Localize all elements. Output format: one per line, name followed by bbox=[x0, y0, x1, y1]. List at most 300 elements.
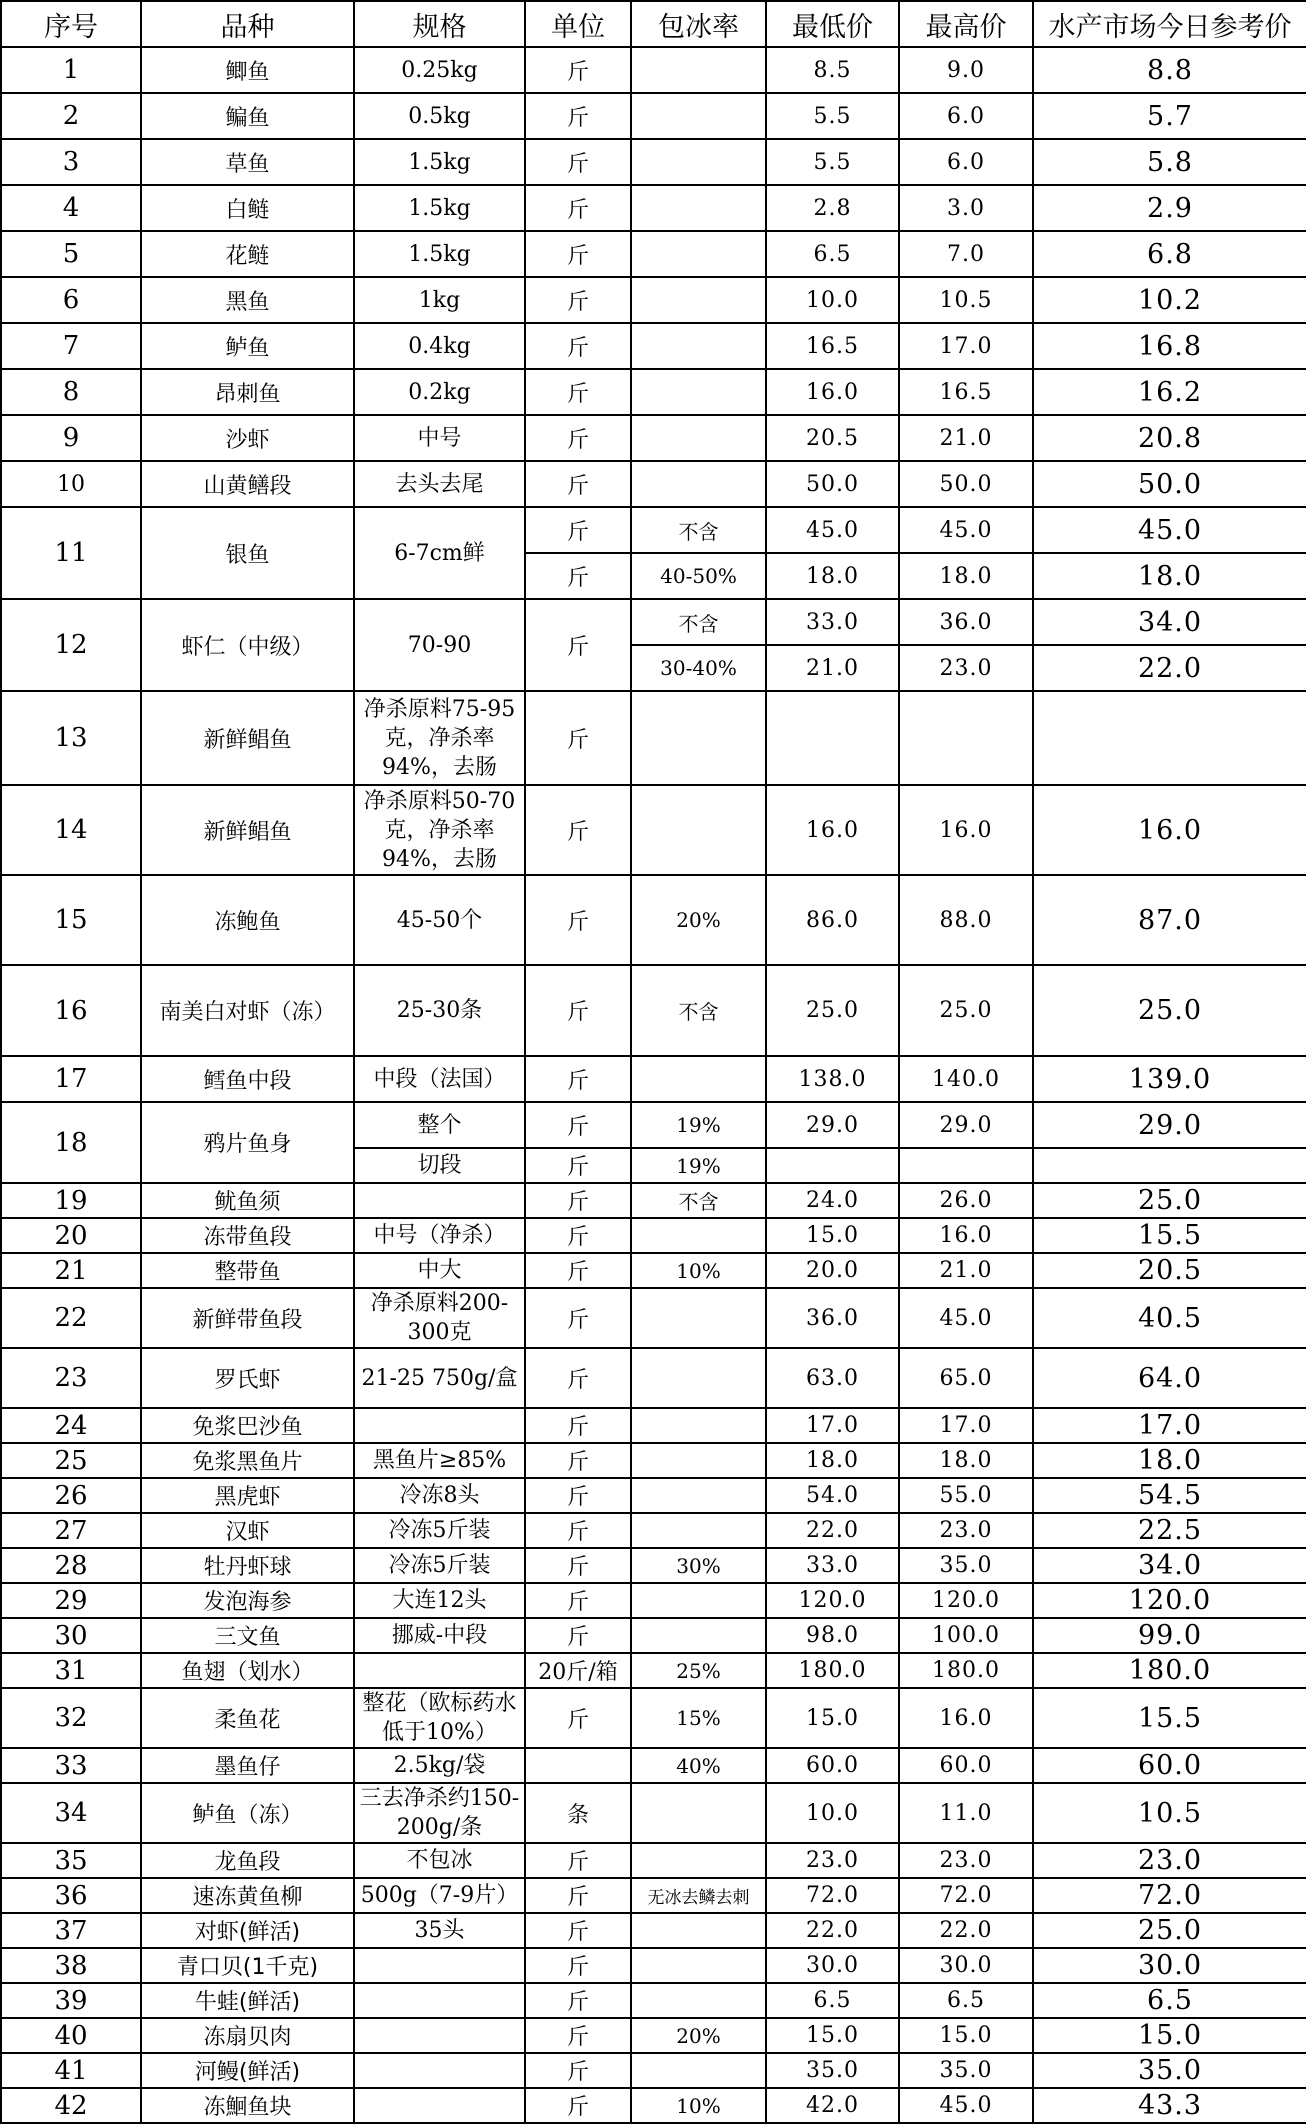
cell-ice-rate: 15% bbox=[631, 1688, 766, 1748]
table-row bbox=[1, 965, 1306, 1056]
cell-no: 34 bbox=[1, 1783, 141, 1843]
cell-high-price: 18.0 bbox=[899, 553, 1033, 599]
cell-ice-rate: 不含 bbox=[631, 507, 766, 553]
cell-name: 汉虾 bbox=[141, 1513, 354, 1548]
cell-ref-price: 99.0 bbox=[1033, 1618, 1306, 1653]
cell-spec bbox=[354, 1408, 525, 1443]
cell-ice-rate bbox=[631, 1348, 766, 1408]
cell-ice-rate: 不含 bbox=[631, 965, 766, 1056]
cell-spec: 不包冰 bbox=[354, 1843, 525, 1878]
table-row bbox=[1, 231, 1306, 277]
cell-ref-price: 45.0 bbox=[1033, 507, 1306, 553]
cell-ref-price: 25.0 bbox=[1033, 965, 1306, 1056]
cell-high-price: 45.0 bbox=[899, 507, 1033, 553]
cell-unit: 斤 bbox=[525, 1183, 631, 1218]
cell-name: 虾仁（中级） bbox=[141, 599, 354, 691]
cell-high-price: 36.0 bbox=[899, 599, 1033, 645]
cell-spec bbox=[354, 1183, 525, 1218]
cell-low-price bbox=[766, 691, 899, 785]
cell-ref-price: 18.0 bbox=[1033, 1443, 1306, 1478]
table-row bbox=[1, 369, 1306, 415]
cell-low-price: 29.0 bbox=[766, 1102, 899, 1148]
cell-spec: 21-25 750g/盒 bbox=[354, 1348, 525, 1408]
cell-high-price: 17.0 bbox=[899, 323, 1033, 369]
cell-spec: 1kg bbox=[354, 277, 525, 323]
cell-no: 25 bbox=[1, 1443, 141, 1478]
cell-ref-price: 54.5 bbox=[1033, 1478, 1306, 1513]
cell-high-price: 35.0 bbox=[899, 2053, 1033, 2088]
table-row bbox=[1, 1408, 1306, 1443]
cell-high-price: 10.5 bbox=[899, 277, 1033, 323]
table-row bbox=[1, 1878, 1306, 1913]
cell-high-price: 55.0 bbox=[899, 1478, 1033, 1513]
cell-ref-price: 60.0 bbox=[1033, 1748, 1306, 1783]
cell-low-price: 35.0 bbox=[766, 2053, 899, 2088]
cell-name: 南美白对虾（冻） bbox=[141, 965, 354, 1056]
cell-ref-price: 16.8 bbox=[1033, 323, 1306, 369]
header-ice-rate: 包冰率 bbox=[631, 1, 766, 47]
cell-low-price: 180.0 bbox=[766, 1653, 899, 1688]
cell-name: 昂刺鱼 bbox=[141, 369, 354, 415]
cell-high-price: 180.0 bbox=[899, 1653, 1033, 1688]
cell-unit bbox=[525, 1748, 631, 1783]
cell-name: 免浆黑鱼片 bbox=[141, 1443, 354, 1478]
cell-high-price: 16.0 bbox=[899, 785, 1033, 875]
cell-name: 鲫鱼 bbox=[141, 47, 354, 93]
cell-high-price: 3.0 bbox=[899, 185, 1033, 231]
cell-high-price: 26.0 bbox=[899, 1183, 1033, 1218]
cell-ref-price: 6.5 bbox=[1033, 1983, 1306, 2018]
cell-high-price: 60.0 bbox=[899, 1748, 1033, 1783]
cell-ref-price: 15.0 bbox=[1033, 2018, 1306, 2053]
cell-spec: 切段 bbox=[354, 1148, 525, 1183]
cell-ref-price: 72.0 bbox=[1033, 1878, 1306, 1913]
cell-no: 28 bbox=[1, 1548, 141, 1583]
cell-ref-price: 15.5 bbox=[1033, 1218, 1306, 1253]
cell-ref-price: 20.5 bbox=[1033, 1253, 1306, 1288]
cell-spec: 1.5kg bbox=[354, 139, 525, 185]
cell-ref-price: 5.8 bbox=[1033, 139, 1306, 185]
cell-spec: 中段（法国） bbox=[354, 1056, 525, 1102]
cell-name: 草鱼 bbox=[141, 139, 354, 185]
cell-ice-rate: 10% bbox=[631, 1253, 766, 1288]
cell-ice-rate bbox=[631, 323, 766, 369]
cell-high-price: 25.0 bbox=[899, 965, 1033, 1056]
cell-high-price: 22.0 bbox=[899, 1913, 1033, 1948]
cell-no: 22 bbox=[1, 1288, 141, 1348]
table-row bbox=[1, 323, 1306, 369]
cell-ref-price: 23.0 bbox=[1033, 1843, 1306, 1878]
cell-high-price: 6.5 bbox=[899, 1983, 1033, 2018]
cell-low-price: 60.0 bbox=[766, 1748, 899, 1783]
cell-name: 河鳗(鲜活) bbox=[141, 2053, 354, 2088]
cell-ice-rate bbox=[631, 1443, 766, 1478]
cell-no: 4 bbox=[1, 185, 141, 231]
cell-high-price: 11.0 bbox=[899, 1783, 1033, 1843]
cell-high-price: 16.0 bbox=[899, 1688, 1033, 1748]
cell-low-price: 18.0 bbox=[766, 1443, 899, 1478]
cell-unit: 斤 bbox=[525, 1583, 631, 1618]
cell-ice-rate bbox=[631, 1583, 766, 1618]
cell-unit: 斤 bbox=[525, 461, 631, 507]
cell-no: 31 bbox=[1, 1653, 141, 1688]
cell-low-price: 30.0 bbox=[766, 1948, 899, 1983]
table-row bbox=[1, 1653, 1306, 1688]
cell-no: 6 bbox=[1, 277, 141, 323]
cell-no: 42 bbox=[1, 2088, 141, 2123]
cell-name: 冻带鱼段 bbox=[141, 1218, 354, 1253]
table-row bbox=[1, 1948, 1306, 1983]
cell-spec: 500g（7-9片） bbox=[354, 1878, 525, 1913]
cell-spec: 中大 bbox=[354, 1253, 525, 1288]
table-row bbox=[1, 1478, 1306, 1513]
table-row bbox=[1, 277, 1306, 323]
cell-high-price: 23.0 bbox=[899, 1513, 1033, 1548]
cell-unit: 斤 bbox=[525, 1843, 631, 1878]
cell-ref-price: 180.0 bbox=[1033, 1653, 1306, 1688]
cell-high-price: 23.0 bbox=[899, 1843, 1033, 1878]
cell-ice-rate bbox=[631, 231, 766, 277]
cell-unit: 斤 bbox=[525, 599, 631, 691]
cell-spec bbox=[354, 2088, 525, 2123]
table-row bbox=[1, 1843, 1306, 1878]
cell-unit: 斤 bbox=[525, 1443, 631, 1478]
cell-high-price: 6.0 bbox=[899, 139, 1033, 185]
cell-spec: 2.5kg/袋 bbox=[354, 1748, 525, 1783]
cell-name: 鲈鱼（冻） bbox=[141, 1783, 354, 1843]
cell-low-price: 50.0 bbox=[766, 461, 899, 507]
cell-high-price: 50.0 bbox=[899, 461, 1033, 507]
cell-ref-price: 50.0 bbox=[1033, 461, 1306, 507]
cell-unit: 条 bbox=[525, 1783, 631, 1843]
cell-no: 12 bbox=[1, 599, 141, 691]
cell-spec: 三去净杀约150-200g/条 bbox=[354, 1783, 525, 1843]
cell-ice-rate bbox=[631, 785, 766, 875]
cell-ice-rate: 无冰去鳞去刺 bbox=[631, 1878, 766, 1913]
cell-unit: 斤 bbox=[525, 93, 631, 139]
cell-spec: 1.5kg bbox=[354, 231, 525, 277]
cell-high-price: 45.0 bbox=[899, 1288, 1033, 1348]
cell-no: 5 bbox=[1, 231, 141, 277]
cell-low-price: 10.0 bbox=[766, 1783, 899, 1843]
cell-spec: 净杀原料50-70克，净杀率94%，去肠 bbox=[354, 785, 525, 875]
cell-no: 41 bbox=[1, 2053, 141, 2088]
cell-ref-price: 34.0 bbox=[1033, 1548, 1306, 1583]
cell-no: 33 bbox=[1, 1748, 141, 1783]
cell-ref-price: 5.7 bbox=[1033, 93, 1306, 139]
cell-low-price: 20.0 bbox=[766, 1253, 899, 1288]
cell-spec: 中号 bbox=[354, 415, 525, 461]
cell-ref-price: 87.0 bbox=[1033, 875, 1306, 965]
cell-ref-price: 139.0 bbox=[1033, 1056, 1306, 1102]
cell-spec: 35头 bbox=[354, 1913, 525, 1948]
cell-ice-rate bbox=[631, 47, 766, 93]
cell-name: 发泡海参 bbox=[141, 1583, 354, 1618]
cell-unit: 斤 bbox=[525, 1948, 631, 1983]
cell-ref-price: 16.2 bbox=[1033, 369, 1306, 415]
cell-low-price: 33.0 bbox=[766, 1548, 899, 1583]
header-low-price: 最低价 bbox=[766, 1, 899, 47]
cell-ice-rate bbox=[631, 369, 766, 415]
cell-spec bbox=[354, 2018, 525, 2053]
cell-low-price: 21.0 bbox=[766, 645, 899, 691]
cell-spec bbox=[354, 2053, 525, 2088]
header-high-price: 最高价 bbox=[899, 1, 1033, 47]
cell-low-price: 5.5 bbox=[766, 93, 899, 139]
header-no: 序号 bbox=[1, 1, 141, 47]
cell-no: 40 bbox=[1, 2018, 141, 2053]
cell-unit: 斤 bbox=[525, 277, 631, 323]
cell-spec: 整花（欧标药水低于10%） bbox=[354, 1688, 525, 1748]
cell-no: 24 bbox=[1, 1408, 141, 1443]
cell-unit: 斤 bbox=[525, 1688, 631, 1748]
cell-ice-rate bbox=[631, 1056, 766, 1102]
cell-no: 9 bbox=[1, 415, 141, 461]
cell-spec: 0.2kg bbox=[354, 369, 525, 415]
cell-ice-rate bbox=[631, 691, 766, 785]
cell-no: 29 bbox=[1, 1583, 141, 1618]
cell-no: 26 bbox=[1, 1478, 141, 1513]
cell-low-price: 5.5 bbox=[766, 139, 899, 185]
cell-ice-rate bbox=[631, 1408, 766, 1443]
cell-ref-price: 22.0 bbox=[1033, 645, 1306, 691]
cell-low-price: 18.0 bbox=[766, 553, 899, 599]
cell-ice-rate bbox=[631, 461, 766, 507]
table-row bbox=[1, 1056, 1306, 1102]
cell-name: 三文鱼 bbox=[141, 1618, 354, 1653]
cell-ice-rate bbox=[631, 415, 766, 461]
cell-high-price: 16.5 bbox=[899, 369, 1033, 415]
cell-no: 11 bbox=[1, 507, 141, 599]
cell-ice-rate: 30% bbox=[631, 1548, 766, 1583]
cell-ref-price: 2.9 bbox=[1033, 185, 1306, 231]
table-row bbox=[1, 1748, 1306, 1783]
cell-no: 36 bbox=[1, 1878, 141, 1913]
cell-low-price: 17.0 bbox=[766, 1408, 899, 1443]
cell-low-price bbox=[766, 1148, 899, 1183]
cell-ice-rate: 25% bbox=[631, 1653, 766, 1688]
cell-low-price: 16.0 bbox=[766, 785, 899, 875]
cell-name: 白鲢 bbox=[141, 185, 354, 231]
table-row bbox=[1, 1688, 1306, 1748]
cell-no: 27 bbox=[1, 1513, 141, 1548]
cell-high-price: 100.0 bbox=[899, 1618, 1033, 1653]
table-row bbox=[1, 2053, 1306, 2088]
cell-no: 37 bbox=[1, 1913, 141, 1948]
cell-name: 山黄鳝段 bbox=[141, 461, 354, 507]
cell-unit: 斤 bbox=[525, 1288, 631, 1348]
cell-ice-rate: 20% bbox=[631, 2018, 766, 2053]
cell-low-price: 54.0 bbox=[766, 1478, 899, 1513]
cell-ice-rate bbox=[631, 1783, 766, 1843]
cell-name: 冻鮰鱼块 bbox=[141, 2088, 354, 2123]
cell-unit: 斤 bbox=[525, 507, 631, 553]
cell-ref-price: 30.0 bbox=[1033, 1948, 1306, 1983]
table-row bbox=[1, 1443, 1306, 1478]
cell-spec: 去头去尾 bbox=[354, 461, 525, 507]
cell-no: 17 bbox=[1, 1056, 141, 1102]
cell-no: 13 bbox=[1, 691, 141, 785]
cell-no: 1 bbox=[1, 47, 141, 93]
cell-ref-price: 10.2 bbox=[1033, 277, 1306, 323]
cell-unit: 斤 bbox=[525, 691, 631, 785]
cell-spec: 中号（净杀） bbox=[354, 1218, 525, 1253]
cell-spec: 整个 bbox=[354, 1102, 525, 1148]
cell-name: 冻扇贝肉 bbox=[141, 2018, 354, 2053]
cell-name: 黑虎虾 bbox=[141, 1478, 354, 1513]
cell-name: 牛蛙(鲜活) bbox=[141, 1983, 354, 2018]
cell-unit: 斤 bbox=[525, 47, 631, 93]
cell-spec: 大连12头 bbox=[354, 1583, 525, 1618]
cell-low-price: 72.0 bbox=[766, 1878, 899, 1913]
cell-low-price: 63.0 bbox=[766, 1348, 899, 1408]
cell-unit: 斤 bbox=[525, 875, 631, 965]
cell-high-price: 88.0 bbox=[899, 875, 1033, 965]
cell-low-price: 33.0 bbox=[766, 599, 899, 645]
cell-ref-price: 8.8 bbox=[1033, 47, 1306, 93]
cell-unit: 斤 bbox=[525, 415, 631, 461]
cell-low-price: 8.5 bbox=[766, 47, 899, 93]
cell-ice-rate bbox=[631, 1948, 766, 1983]
cell-name: 鲈鱼 bbox=[141, 323, 354, 369]
cell-high-price: 9.0 bbox=[899, 47, 1033, 93]
cell-high-price bbox=[899, 691, 1033, 785]
cell-high-price: 30.0 bbox=[899, 1948, 1033, 1983]
cell-name: 新鲜带鱼段 bbox=[141, 1288, 354, 1348]
cell-ref-price: 22.5 bbox=[1033, 1513, 1306, 1548]
table-row bbox=[1, 2018, 1306, 2053]
cell-ref-price: 43.3 bbox=[1033, 2088, 1306, 2123]
cell-ice-rate bbox=[631, 1288, 766, 1348]
cell-name: 冻鲍鱼 bbox=[141, 875, 354, 965]
cell-no: 21 bbox=[1, 1253, 141, 1288]
cell-unit: 斤 bbox=[525, 369, 631, 415]
cell-ice-rate: 19% bbox=[631, 1148, 766, 1183]
cell-unit: 斤 bbox=[525, 1913, 631, 1948]
cell-no: 16 bbox=[1, 965, 141, 1056]
cell-unit: 斤 bbox=[525, 1218, 631, 1253]
cell-low-price: 6.5 bbox=[766, 1983, 899, 2018]
cell-name: 银鱼 bbox=[141, 507, 354, 599]
cell-name: 青口贝(1千克) bbox=[141, 1948, 354, 1983]
cell-unit: 斤 bbox=[525, 139, 631, 185]
cell-low-price: 42.0 bbox=[766, 2088, 899, 2123]
cell-unit: 斤 bbox=[525, 965, 631, 1056]
table-row bbox=[1, 1583, 1306, 1618]
cell-spec bbox=[354, 1653, 525, 1688]
cell-high-price bbox=[899, 1148, 1033, 1183]
cell-high-price: 29.0 bbox=[899, 1102, 1033, 1148]
cell-spec: 6-7cm鲜 bbox=[354, 507, 525, 599]
cell-ref-price: 29.0 bbox=[1033, 1102, 1306, 1148]
cell-no: 10 bbox=[1, 461, 141, 507]
cell-name: 鸦片鱼身 bbox=[141, 1102, 354, 1183]
cell-ice-rate: 40% bbox=[631, 1748, 766, 1783]
cell-spec: 净杀原料75-95克，净杀率94%，去肠 bbox=[354, 691, 525, 785]
cell-ice-rate bbox=[631, 1218, 766, 1253]
cell-unit: 斤 bbox=[525, 1878, 631, 1913]
cell-no: 20 bbox=[1, 1218, 141, 1253]
cell-ice-rate bbox=[631, 93, 766, 139]
cell-name: 牡丹虾球 bbox=[141, 1548, 354, 1583]
cell-low-price: 120.0 bbox=[766, 1583, 899, 1618]
cell-spec: 冷冻8头 bbox=[354, 1478, 525, 1513]
cell-ref-price: 25.0 bbox=[1033, 1183, 1306, 1218]
cell-name: 整带鱼 bbox=[141, 1253, 354, 1288]
cell-unit: 斤 bbox=[525, 323, 631, 369]
cell-ref-price: 18.0 bbox=[1033, 553, 1306, 599]
cell-high-price: 23.0 bbox=[899, 645, 1033, 691]
cell-spec: 1.5kg bbox=[354, 185, 525, 231]
cell-unit: 斤 bbox=[525, 231, 631, 277]
cell-ice-rate bbox=[631, 1513, 766, 1548]
cell-unit: 斤 bbox=[525, 1548, 631, 1583]
cell-ice-rate: 20% bbox=[631, 875, 766, 965]
cell-low-price: 16.5 bbox=[766, 323, 899, 369]
cell-ice-rate: 40-50% bbox=[631, 553, 766, 599]
cell-ice-rate bbox=[631, 1913, 766, 1948]
table-row bbox=[1, 1348, 1306, 1408]
cell-spec: 0.4kg bbox=[354, 323, 525, 369]
cell-low-price: 2.8 bbox=[766, 185, 899, 231]
cell-spec: 黑鱼片≥85% bbox=[354, 1443, 525, 1478]
cell-high-price: 17.0 bbox=[899, 1408, 1033, 1443]
cell-no: 38 bbox=[1, 1948, 141, 1983]
cell-unit: 斤 bbox=[525, 185, 631, 231]
cell-low-price: 16.0 bbox=[766, 369, 899, 415]
cell-spec: 25-30条 bbox=[354, 965, 525, 1056]
cell-no: 14 bbox=[1, 785, 141, 875]
table-row bbox=[1, 1218, 1306, 1253]
cell-no: 18 bbox=[1, 1102, 141, 1183]
cell-ref-price: 17.0 bbox=[1033, 1408, 1306, 1443]
cell-ref-price: 25.0 bbox=[1033, 1913, 1306, 1948]
cell-name: 速冻黄鱼柳 bbox=[141, 1878, 354, 1913]
cell-low-price: 98.0 bbox=[766, 1618, 899, 1653]
header-name: 品种 bbox=[141, 1, 354, 47]
cell-ice-rate bbox=[631, 277, 766, 323]
cell-low-price: 36.0 bbox=[766, 1288, 899, 1348]
cell-ref-price: 64.0 bbox=[1033, 1348, 1306, 1408]
cell-low-price: 86.0 bbox=[766, 875, 899, 965]
cell-ice-rate: 不含 bbox=[631, 1183, 766, 1218]
table-row bbox=[1, 1288, 1306, 1348]
cell-high-price: 15.0 bbox=[899, 2018, 1033, 2053]
cell-ice-rate: 30-40% bbox=[631, 645, 766, 691]
cell-high-price: 21.0 bbox=[899, 1253, 1033, 1288]
cell-unit: 斤 bbox=[525, 1056, 631, 1102]
cell-high-price: 140.0 bbox=[899, 1056, 1033, 1102]
table-row bbox=[1, 691, 1306, 785]
cell-no: 7 bbox=[1, 323, 141, 369]
cell-name: 免浆巴沙鱼 bbox=[141, 1408, 354, 1443]
cell-name: 花鲢 bbox=[141, 231, 354, 277]
cell-ice-rate bbox=[631, 1478, 766, 1513]
cell-spec: 冷冻5斤装 bbox=[354, 1548, 525, 1583]
table-row bbox=[1, 1253, 1306, 1288]
cell-unit: 斤 bbox=[525, 1102, 631, 1148]
cell-low-price: 45.0 bbox=[766, 507, 899, 553]
table-row bbox=[1, 875, 1306, 965]
cell-spec bbox=[354, 1948, 525, 1983]
cell-ref-price: 6.8 bbox=[1033, 231, 1306, 277]
cell-ref-price: 40.5 bbox=[1033, 1288, 1306, 1348]
cell-ref-price: 16.0 bbox=[1033, 785, 1306, 875]
cell-ice-rate bbox=[631, 1843, 766, 1878]
cell-ice-rate bbox=[631, 1983, 766, 2018]
cell-low-price: 15.0 bbox=[766, 1218, 899, 1253]
cell-spec: 0.5kg bbox=[354, 93, 525, 139]
